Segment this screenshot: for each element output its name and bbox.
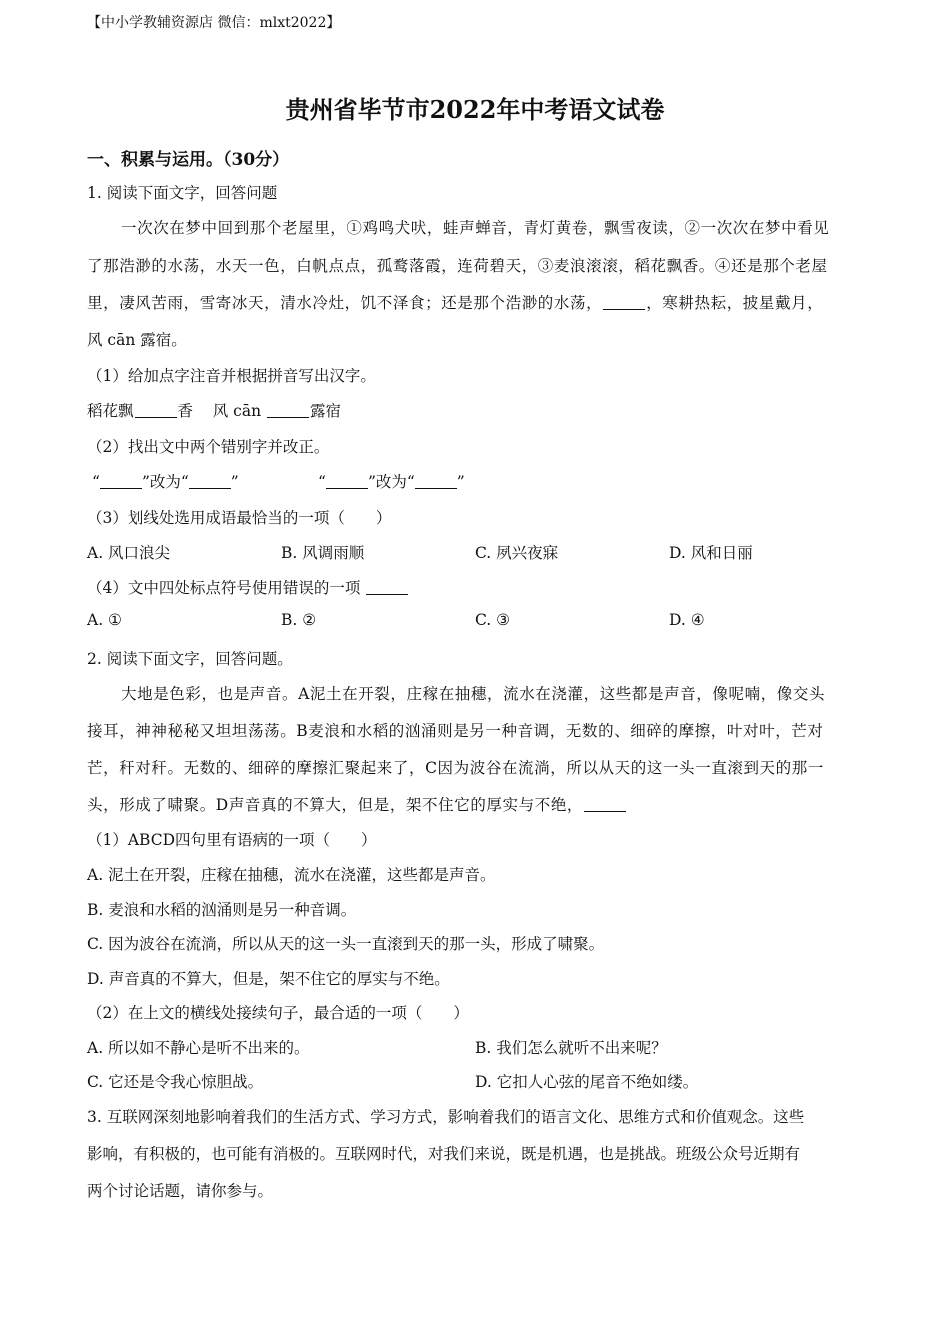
option-d[interactable]: D. 它扣人心弦的尾音不绝如缕。 [475,1073,699,1091]
quote-mark: “ [318,473,326,491]
option-b[interactable]: B. 风调雨顺 [281,544,365,562]
q2-passage-blank[interactable] [584,810,626,812]
q1-part1-answer-line [87,399,341,421]
q1-passage-line: 一次次在梦中回到那个老屋里，①鸡鸣犬吠，蛙声蝉音，青灯黄卷，飘雪夜读，②一次次在梦中看见 [121,219,830,237]
q1-part1-text: 风 cān [212,402,262,420]
section-heading: 一、积累与运用。（30分） [87,150,290,170]
option-d[interactable]: D. ④ [669,611,705,629]
option-b[interactable]: B. ② [281,611,317,629]
wrong-char-blank[interactable] [100,487,142,489]
option-a[interactable]: A. ① [87,611,122,629]
correct-char-blank[interactable] [189,487,231,489]
q3-line: 两个讨论话题，请你参与。 [87,1182,274,1200]
option-c[interactable]: C. 夙兴夜寐 [475,544,559,562]
hanzi-answer-blank[interactable] [267,416,309,418]
shop-header: 【中小学教辅资源店 微信：mlxt2022】 [87,15,341,31]
option-a[interactable]: A. 泥土在开裂，庄稼在抽穗，流水在浇灌，这些都是声音。 [87,866,496,884]
q1-part2-answer-line [92,470,239,492]
q1-passage-text: ，寒耕热耘，披星戴月， [646,294,824,312]
q1-part4-prompt [87,576,409,598]
option-b[interactable]: B. 麦浪和水稻的汹涌则是另一种音调。 [87,901,357,919]
q2-part2-prompt: （2）在上文的横线处接续句子，最合适的一项（ ） [87,1004,469,1022]
option-a[interactable]: A. 风口浪尖 [87,544,171,562]
q2-passage-text: 头，形成了啸聚。D声音真的不算大，但是，架不住它的厚实与不绝， [87,796,584,814]
pinyin-answer-blank[interactable] [135,416,177,418]
q1-passage-blank[interactable] [603,308,645,310]
page-title: 贵州省毕节市2022年中考语文试卷 [285,95,665,124]
answer-blank[interactable] [366,593,408,595]
q1-passage-line [87,291,823,313]
q1-part1-text: 露宿 [310,402,342,420]
q1-part3-prompt: （3）划线处选用成语最恰当的一项（ ） [87,509,392,527]
change-to-label: ”改为“ [367,473,415,491]
q1-part1-prompt: （1）给加点字注音并根据拼音写出汉字。 [87,367,376,385]
q1-part4-text: （4）文中四处标点符号使用错误的一项 [87,579,361,597]
q2-passage-line [87,793,627,815]
q1-part1-text: 香 [177,402,194,420]
option-d[interactable]: D. 声音真的不算大，但是，架不住它的厚实与不绝。 [87,970,450,988]
q1-passage-line: 风 cān 露宿。 [87,331,187,349]
quote-mark: “ [92,473,100,491]
q2-passage-line: 芒，秆对秆。无数的、细碎的摩擦汇聚起来了，C因为波谷在流淌，所以从天的这一头一直滚到天的那一 [87,759,824,777]
quote-mark: ” [230,473,239,491]
q1-part1-text: 稻花飘 [87,402,134,420]
option-d[interactable]: D. 风和日丽 [669,544,753,562]
change-to-label: ”改为“ [141,473,189,491]
option-c[interactable]: C. 它还是令我心惊胆战。 [87,1073,264,1091]
quote-mark: ” [456,473,465,491]
correct-char-blank[interactable] [415,487,457,489]
option-c[interactable]: C. 因为波谷在流淌，所以从天的这一头一直滚到天的那一头，形成了啸聚。 [87,935,605,953]
q3-line: 影响，有积极的，也可能有消极的。互联网时代，对我们来说，既是机遇，也是挑战。班级公众号近期有 [87,1145,801,1163]
q1-passage-text: 里，凄风苦雨，雪寄冰天，清水冷灶，饥不泽食；还是那个浩渺的水荡， [87,294,603,312]
q1-part2-answer-line [318,470,465,492]
q3-line: 3. 互联网深刻地影响着我们的生活方式、学习方式，影响着我们的语言文化、思维方式和价值观念。这些 [87,1108,805,1126]
q2-part1-prompt: （1）ABCD四句里有语病的一项（ ） [87,831,377,849]
option-a[interactable]: A. 所以如不静心是听不出来的。 [87,1039,310,1057]
q1-passage-line: 了那浩渺的水荡，水天一色，白帆点点，孤鹜落霞，连荷碧天，③麦浪滚滚，稻花飘香。④还是那个老屋 [87,257,828,275]
option-c[interactable]: C. ③ [475,611,511,629]
q2-stem: 2. 阅读下面文字，回答问题。 [87,650,293,668]
q2-passage-line: 接耳，神神秘秘又坦坦荡荡。B麦浪和水稻的汹涌则是另一种音调，无数的、细碎的摩擦，叶对叶，芒对 [87,722,824,740]
q2-passage-line: 大地是色彩，也是声音。A泥土在开裂，庄稼在抽穗，流水在浇灌，这些都是声音，像呢喃，像交头 [121,685,826,703]
wrong-char-blank[interactable] [326,487,368,489]
q1-stem: 1. 阅读下面文字，回答问题 [87,184,278,202]
option-b[interactable]: B. 我们怎么就听不出来呢？ [475,1039,667,1057]
q1-part2-prompt: （2）找出文中两个错别字并改正。 [87,438,330,456]
